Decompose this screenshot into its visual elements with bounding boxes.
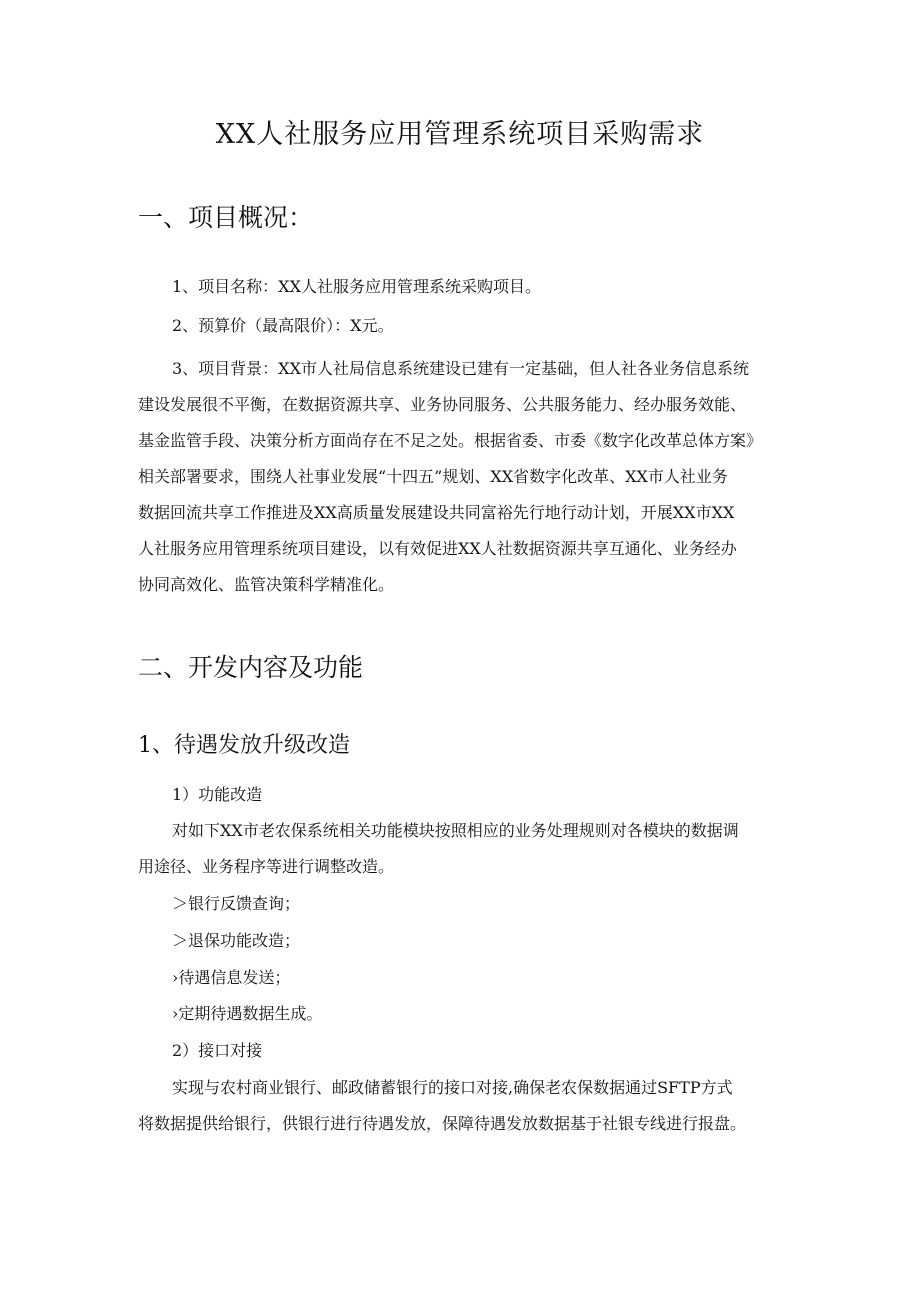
background-line: 3、项目背景：XX市人社局信息系统建设已建有一定基础，但人社各业务信息系统 — [172, 359, 749, 378]
bullet-item: ›待遇信息发送； — [172, 968, 291, 987]
interface-paragraph-line: 将数据提供给银行，供银行进行待遇发放，保障待遇发放数据基于社银专线进行报盘。 — [138, 1114, 747, 1133]
subsection-heading-benefits: 1、待遇发放升级改造 — [138, 733, 350, 758]
bullet-item: ›定期待遇数据生成。 — [172, 1004, 323, 1023]
interface-paragraph-line: 实现与农村商业银行、邮政储蓄银行的接口对接,确保老农保数据通过SFTP方式 — [172, 1078, 733, 1097]
background-line: 协同高效化、监管决策科学精准化。 — [138, 575, 395, 594]
background-line: 相关部署要求，围绕人社事业发展“十四五”规划、XX省数字化改革、XX市人社业务 — [138, 467, 728, 486]
background-line: 数据回流共享工作推进及XX高质量发展建设共同富裕先行地行动计划，开展XX市XX — [138, 503, 735, 522]
bullet-item: ＞退保功能改造； — [172, 931, 301, 950]
project-name-line: 1、项目名称：XX人社服务应用管理系统采购项目。 — [172, 277, 541, 296]
part-title-interface: 2）接口对接 — [172, 1041, 263, 1060]
function-paragraph-line: 用途径、业务程序等进行调整改造。 — [138, 857, 395, 876]
function-paragraph-line: 对如下XX市老农保系统相关功能模块按照相应的业务处理规则对各模块的数据调 — [172, 821, 739, 840]
section-heading-overview: 一、项目概况： — [138, 203, 314, 232]
part-title-function: 1）功能改造 — [172, 785, 263, 804]
background-line: 人社服务应用管理系统项目建设，以有效促进XX人社数据资源共享互通化、业务经办 — [138, 539, 737, 558]
background-line: 基金监管手段、决策分析方面尚存在不足之处。根据省委、市委《数字化改革总体方案》 — [138, 431, 763, 450]
budget-line: 2、预算价（最高限价）：X元。 — [172, 316, 394, 335]
bullet-item: ＞银行反馈查询； — [172, 894, 301, 913]
background-line: 建设发展很不平衡，在数据资源共享、业务协同服务、公共服务能力、经办服务效能、 — [138, 395, 747, 414]
document-title: XX人社服务应用管理系统项目采购需求 — [215, 119, 705, 150]
section-heading-development: 二、开发内容及功能 — [138, 653, 364, 682]
